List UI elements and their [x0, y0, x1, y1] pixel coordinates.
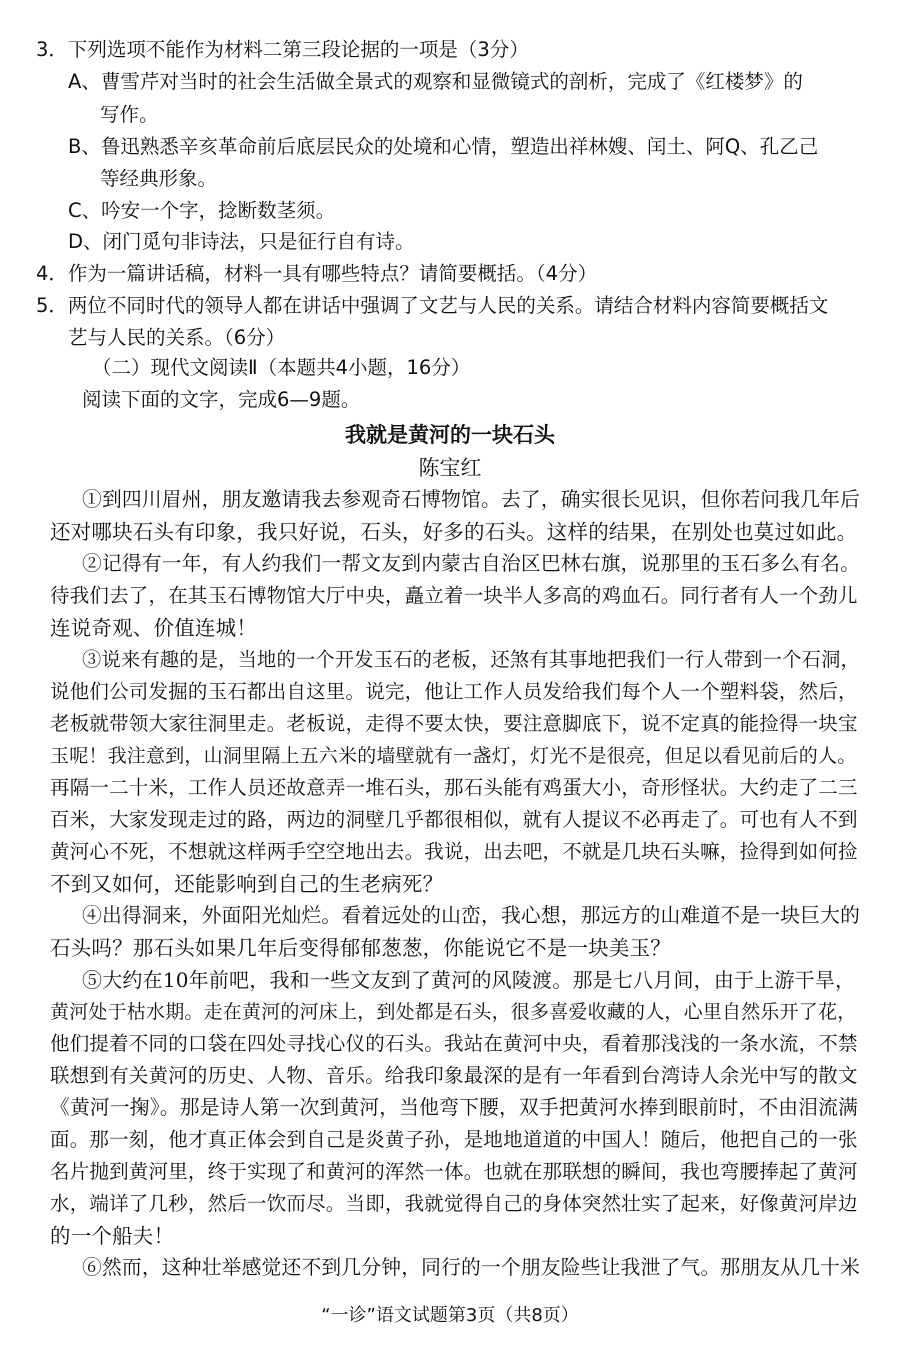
article-line: 百米，大家发现走过的路，两边的洞壁几乎都很相似，就有人提议不必再走了。可也有人不到: [50, 808, 858, 831]
article-line: 说他们公司发掘的玉石都出自这里。说完，他让工作人员发给我们每个人一个塑料袋，然后，: [50, 680, 858, 703]
article-line: ①到四川眉州，朋友邀请我去参观奇石博物馆。去了，确实很长见识，但你若问我几年后: [82, 488, 861, 511]
question-5-cont: 艺与人民的关系。（6分）: [68, 326, 286, 349]
article-line: 的一个船夫！: [50, 1224, 175, 1248]
article-line: 面。那一刻，他才真正体会到自己是炎黄子孙，是地地道道的中国人！随后，他把自己的一张: [50, 1128, 858, 1151]
question-4: 4．作为一篇讲话稿，材料一具有哪些特点？请简要概括。（4分）: [36, 262, 598, 285]
article-line: 联想到有关黄河的历史、人物、音乐。给我印象最深的是有一年看到台湾诗人余光中写的散文: [50, 1064, 858, 1087]
article-title: 我就是黄河的一块石头: [345, 423, 555, 447]
article-line: 待我们去了，在其玉石博物馆大厅中央，矗立着一块半人多高的鸡血石。同行者有人一个劲儿: [50, 584, 858, 607]
article-line: 还对哪块石头有印象，我只好说，石头，好多的石头。这样的结果，在别处也莫过如此。: [50, 520, 858, 544]
article-line: 他们提着不同的口袋在四处寻找心仪的石头。我站在黄河中央，看着那浅浅的一条水流，不禁: [50, 1032, 858, 1055]
article-line: 不到又如何，还能影响到自己的生老病死？: [50, 872, 444, 896]
article-line: 黄河处于枯水期。走在黄河的河床上，到处都是石头，很多喜爱收藏的人，心里自然乐开了花，: [50, 1001, 857, 1023]
article-line: 再隔一二十米，工作人员还故意弄一堆石头，那石头能有鸡蛋大小，奇形怪状。大约走了二三: [50, 776, 858, 799]
article-line: 老板就带领大家往洞里走。老板说，走得不要太快，要注意脚底下，说不定真的能捡得一块宝: [50, 712, 858, 735]
question-3-option-a: A、曹雪芹对当时的社会生活做全景式的观察和显微镜式的剖析，完成了《红楼梦》的: [68, 70, 803, 93]
article-line: 石头吗？那石头如果几年后变得郁郁葱葱，你能说它不是一块美玉？: [50, 936, 671, 960]
question-3-stem: 3．下列选项不能作为材料二第三段论据的一项是（3分）: [36, 38, 529, 61]
article-line: 玉呢！我注意到，山洞里隔上五六米的墙壁就有一盏灯，灯光不是很亮，但足以看见前后的人。: [50, 745, 857, 767]
article-line: ④出得洞来，外面阳光灿烂。看着远处的山峦，我心想，那远方的山难道不是一块巨大的: [82, 904, 861, 927]
question-3-option-d: D、闭门觅句非诗法，只是征行自有诗。: [68, 230, 415, 253]
section-heading: （二）现代文阅读Ⅱ（本题共4小题，16分）: [92, 356, 471, 379]
article-line: 连说奇观、价值连城！: [50, 616, 257, 640]
article-author: 陈宝红: [418, 456, 482, 480]
article-line: 水，端详了几秒，然后一饮而尽。当即，我就觉得自己的身体突然壮实了起来，好像黄河岸边: [50, 1192, 858, 1215]
question-3-option-b-cont: 等经典形象。: [100, 167, 218, 190]
section-instruction: 阅读下面的文字，完成6—9题。: [82, 388, 361, 411]
question-5: 5．两位不同时代的领导人都在讲话中强调了文艺与人民的关系。请结合材料内容简要概括文: [36, 294, 829, 317]
question-3-option-c: C、吟安一个字，捻断数茎须。: [68, 199, 336, 222]
page-footer: “一诊”语文试题第3页（共8页）: [321, 1305, 579, 1326]
article-line: ⑥然而，这种壮举感觉还不到几分钟，同行的一个朋友险些让我泄了气。那朋友从几十米: [82, 1256, 861, 1279]
question-3-option-b: B、鲁迅熟悉辛亥革命前后底层民众的处境和心情，塑造出祥林嫂、闰土、阿Q、孔乙己: [68, 135, 819, 158]
article-line: 《黄河一掬》。那是诗人第一次到黄河，当他弯下腰，双手把黄河水捧到眼前时，不由泪流满: [50, 1096, 859, 1119]
article-line: ③说来有趣的是，当地的一个开发玉石的老板，还煞有其事地把我们一行人带到一个石洞，: [82, 648, 860, 671]
article-line: 黄河心不死，不想就这样两手空空地出去。我说，出去吧，不就是几块石头嘛，捡得到如何捡: [50, 840, 858, 863]
article-line: ⑤大约在10年前吧，我和一些文友到了黄河的风陵渡。那是七八月间，由于上游干旱，: [82, 968, 856, 992]
article-line: ②记得有一年，有人约我们一帮文友到内蒙古自治区巴林右旗，说那里的玉石多么有名。: [82, 552, 861, 575]
article-line: 名片抛到黄河里，终于实现了和黄河的浑然一体。也就在那联想的瞬间，我也弯腰捧起了黄河: [50, 1160, 858, 1183]
question-3-option-a-cont: 写作。: [100, 103, 159, 126]
